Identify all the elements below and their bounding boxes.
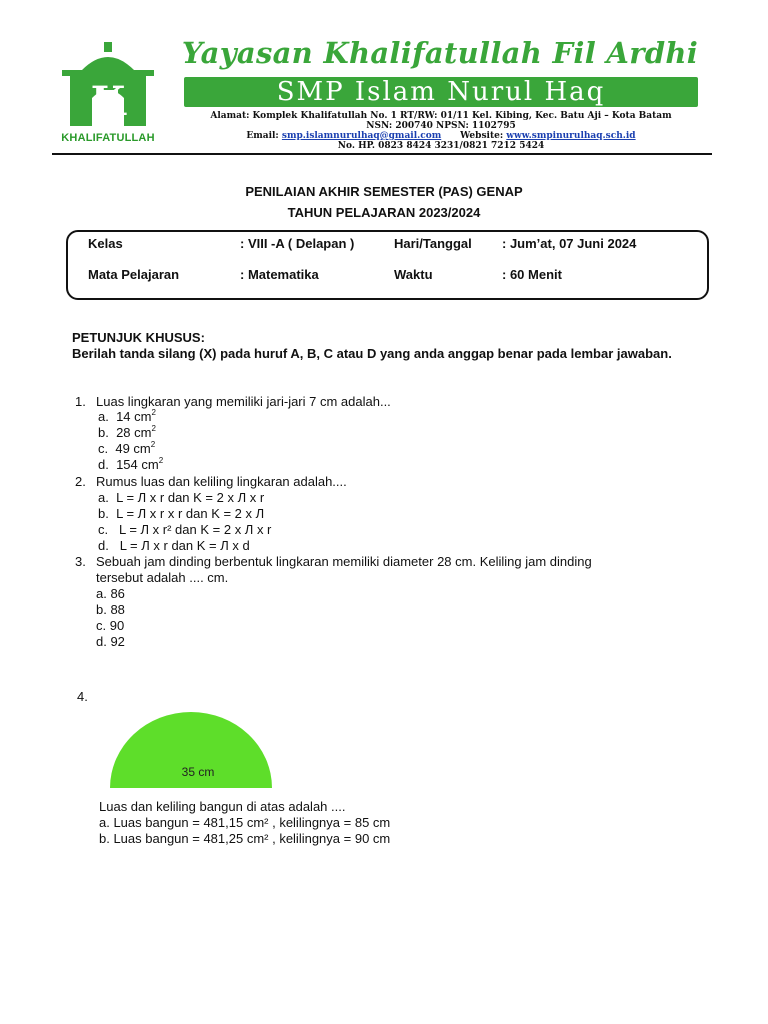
q4-number: 4.: [77, 689, 88, 704]
exam-title: PENILAIAN AKHIR SEMESTER (PAS) GENAP: [245, 184, 523, 199]
school-nsn-npsn: NSN: 200740 NPSN: 1102795: [366, 121, 516, 131]
q2-option-c: c. L = Л x r² dan K = 2 x Л x r: [98, 522, 272, 537]
website-label: Website:: [460, 131, 504, 141]
q3-text-line2: tersebut adalah .... cm.: [96, 570, 229, 585]
q1-option-d: d. 154 $cm^2$: [98, 456, 164, 472]
q4-option-b: b. Luas bangun = 481,25 cm² , kelilingnya = 90 cm: [99, 831, 391, 846]
kelas-label: Kelas: [88, 236, 123, 251]
instructions-text: Berilah tanda silang (X) pada huruf A, B, C atau D yang anda anggap benar pada lembar jawaban.: [72, 346, 672, 361]
school-name-banner: SMP Islam Nurul Haq: [184, 77, 698, 107]
website-link[interactable]: www.smpinurulhaq.sch.id: [506, 131, 636, 141]
q4-option-a: a. Luas bangun = 481,15 cm² , kelilingnya = 85 cm: [99, 815, 391, 830]
q3-option-c: c. 90: [96, 618, 125, 633]
q1-option-b: b. 28 $cm^2$: [98, 424, 156, 440]
school-address: Alamat: Komplek Khalifatullah No. 1 RT/RW: 01/11 Kel. Kibing, Kec. Batu Aji – Kota Batam: [210, 111, 672, 121]
letterhead-divider: [52, 153, 712, 155]
q3-option-b: b. 88: [96, 602, 125, 617]
q3-option-d: d. 92: [96, 634, 125, 649]
q4-figure-label: 35 cm: [181, 765, 215, 779]
school-phone: No. HP. 0823 8424 3231/0821 7212 5424: [337, 141, 545, 151]
q2-option-d: d. L = Л x r dan K = Л x d: [98, 538, 250, 553]
school-contact-line: [184, 131, 698, 141]
waktu-value: : 60 Menit: [502, 267, 562, 282]
exam-year: TAHUN PELAJARAN 2023/2024: [287, 205, 481, 220]
q4-text: Luas dan keliling bangun di atas adalah ....: [99, 799, 346, 814]
q1-option-a: a. 14 $cm^2$: [98, 408, 156, 424]
waktu-label: Waktu: [394, 267, 433, 282]
logo-caption: KHALIFATULLAH: [61, 132, 155, 144]
q3-option-a: a. 86: [96, 586, 125, 601]
q2-option-a: a. L = Л x r dan K = 2 x Л x r: [98, 490, 265, 505]
q1-option-c: c. 49 $cm^2$: [98, 440, 156, 456]
hari-label: Hari/Tanggal: [394, 236, 472, 251]
foundation-name: Yayasan Khalifatullah Fil Ardhi: [181, 36, 699, 70]
mapel-label: Mata Pelajaran: [88, 267, 180, 282]
q3-number: 3.: [75, 554, 86, 569]
q1-number: 1.: [75, 394, 86, 409]
email-link[interactable]: smp.islamnurulhaq@gmail.com: [281, 131, 442, 141]
q2-text: Rumus luas dan keliling lingkaran adalah....: [96, 474, 347, 489]
hari-value: : Jum’at, 07 Juni 2024: [502, 236, 637, 251]
mapel-value: : Matematika: [240, 267, 319, 282]
kelas-value: : VIII -A ( Delapan ): [240, 236, 355, 251]
q1-text: Luas lingkaran yang memiliki jari-jari 7 cm adalah...: [96, 394, 391, 409]
q2-option-b: b. L = Л x r x r dan K = 2 x Л: [98, 506, 265, 521]
logo-letter: K: [90, 78, 126, 125]
email-label: Email:: [246, 131, 279, 141]
q2-number: 2.: [75, 474, 86, 489]
school-logo: [52, 40, 164, 150]
instructions-heading: PETUNJUK KHUSUS:: [72, 330, 205, 345]
q3-text-line1: Sebuah jam dinding berbentuk lingkaran memiliki diameter 28 cm. Keliling jam dinding: [96, 554, 592, 569]
